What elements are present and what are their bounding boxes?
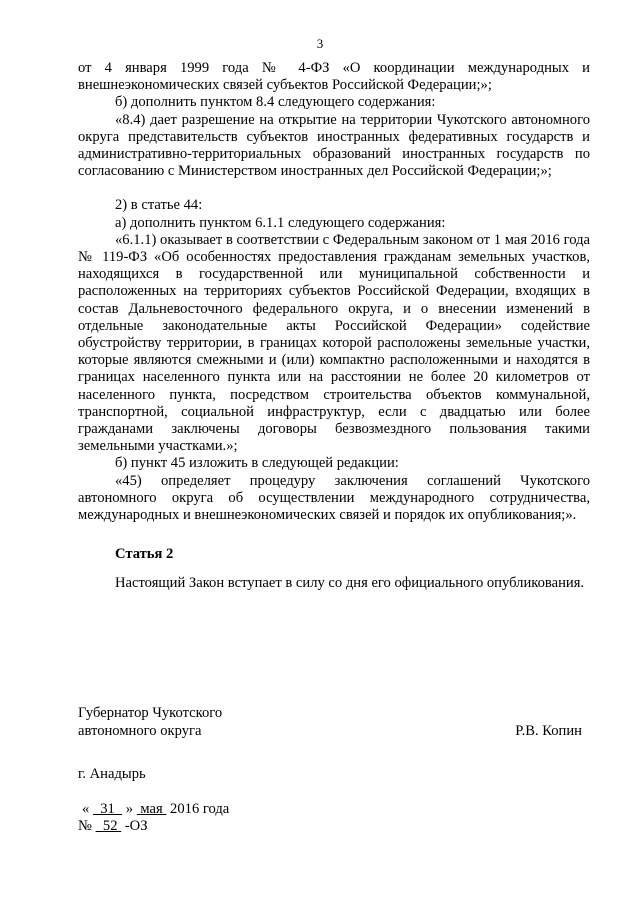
page-number: 3 [316,36,324,51]
item-8-4-text: «8.4) дает разрешение на открытие на территории Чукотского автономного округа представительств субъектов иностранных федеративных государств и административно-территориальных образований иностранных государств по согласованию с Министерством иностранных дел Российской Федерации;»; [78,111,590,180]
date-close-quote: » [125,801,134,817]
article-2-title: Статья 2 [115,546,174,563]
item-2-article-44: 2) в статье 44: [115,197,203,214]
city: г. Анадырь [78,766,146,782]
item-b-8-4-intro: б) дополнить пунктом 8.4 следующего содержания: [115,94,436,111]
item-6-1-1-text: «6.1.1) оказывает в соответствии с Федеральным законом от 1 мая 2016 года № 119-ФЗ «Об особенностях предоставления гражданам земельных участков, находящихся в государственной или муниципальной собственности и расположенных на территориях субъектов Российской Федерации, входящих в состав Дальневосточного федерального округа, и о внесении изменений в отдельные законодательные акты Российской Федерации» содействие обустройству территории, в границах которой расположены земельные участки, которые являются смежными и (или) компактно расположенными и находятся в границах населенного пункта или на расстоянии не более 20 километров от населенного пункта, посредством строительства объектов коммунальной, транспортной, социальной инфраструктур, если с двадцатью или более гражданами заключены договоры безвозмездного пользования такими земельными участками.»; [78,231,590,455]
article-2-text: Настоящий Закон вступает в силу со дня его официального опубликования. [115,575,585,592]
item-b-45-intro: б) пункт 45 изложить в следующей редакции: [115,455,399,472]
date-open-quote: « [82,801,90,817]
number-suffix: -ОЗ [124,818,148,834]
signature-name: Р.В. Копин [515,723,582,739]
date-day: 31 [100,801,115,817]
continuation-paragraph: от 4 января 1999 года № 4-ФЗ «О координации международных и внешнеэкономических связей субъектов Российской Федерации;»; [78,60,590,94]
item-45-text: «45) определяет процедуру заключения соглашений Чукотского автономного округа об осуществлении международного сотрудничества, международных и внешнеэкономических связей и порядок их опубликования;». [78,472,590,524]
signature-position-line1: Губернатор Чукотского [78,705,223,721]
item-a-6-1-1-intro: а) дополнить пунктом 6.1.1 следующего содержания: [115,214,446,231]
number-value: 52 [102,818,118,834]
law-date [82,801,229,818]
date-year: 2016 года [170,801,230,817]
document-body [78,60,590,593]
signature-position-line2: автономного округа [78,723,202,739]
date-month: мая [140,801,163,817]
signature-block [78,704,590,740]
law-number [78,818,148,835]
number-sign: № [78,818,92,834]
